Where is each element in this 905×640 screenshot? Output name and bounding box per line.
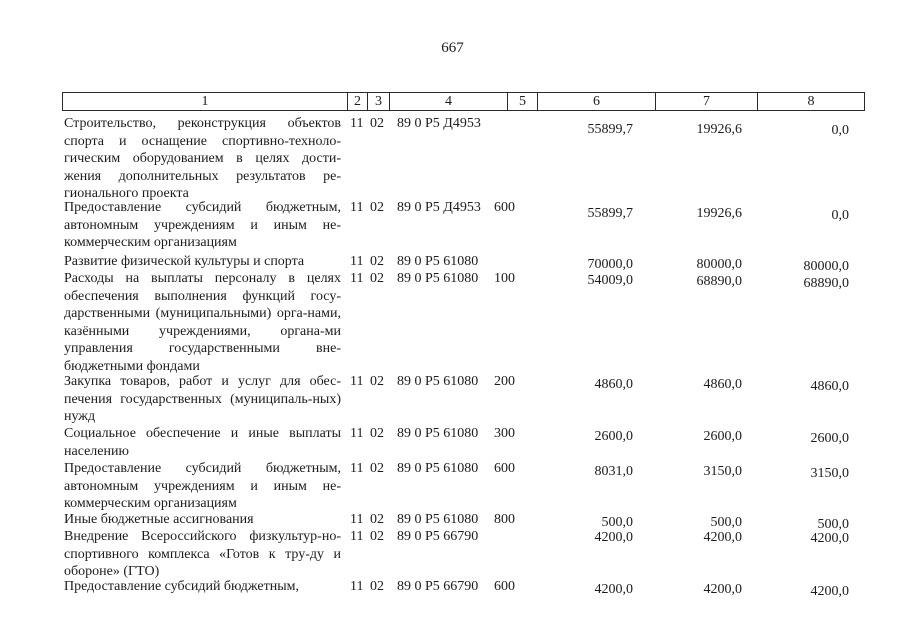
- row-amount-year2: 4200,0: [703, 530, 742, 545]
- row-description: Социальное обеспечение и иные выплаты населению: [64, 426, 341, 459]
- row-subsection: 02: [370, 116, 384, 131]
- table-header-row: [62, 92, 865, 111]
- row-description: Расходы на выплаты персоналу в целях обеспечения выполнения функций госу-дарственными (муниципальными) орга-нами, казёнными учреждениями, органа-ми управления государственными вне-бюджетными фондами: [64, 271, 341, 374]
- row-amount-year3: 2600,0: [810, 431, 849, 446]
- row-section: 11: [350, 579, 364, 594]
- row-subsection: 02: [370, 461, 384, 476]
- row-subsection: 02: [370, 529, 384, 544]
- row-subsection: 02: [370, 200, 384, 215]
- row-target-code: 89 0 P5 61080: [397, 426, 479, 441]
- row-description: Иные бюджетные ассигнования: [64, 512, 254, 527]
- row-section: 11: [350, 426, 364, 441]
- row-target-code: 89 0 P5 66790: [397, 529, 479, 544]
- row-description: Закупка товаров, работ и услуг для обес-печения государственных (муниципаль-ных) нужд: [64, 374, 341, 424]
- row-expense-type: 600: [494, 200, 515, 215]
- row-amount-year1: 70000,0: [587, 257, 633, 272]
- row-target-code: 89 0 P5 Д4953: [397, 200, 481, 215]
- row-amount-year2: 3150,0: [703, 464, 742, 479]
- row-target-code: 89 0 P5 61080: [397, 461, 479, 476]
- row-section: 11: [350, 461, 364, 476]
- row-amount-year1: 8031,0: [594, 464, 633, 479]
- row-amount-year1: 4860,0: [594, 377, 633, 392]
- row-amount-year2: 80000,0: [696, 257, 742, 272]
- header-col-1: 1: [63, 93, 348, 110]
- row-description: Внедрение Всероссийского физкультур-но-спортивного комплекса «Готов к тру-ду и обороне» (ГТО): [64, 529, 341, 579]
- row-subsection: 02: [370, 374, 384, 389]
- row-section: 11: [350, 200, 364, 215]
- row-amount-year1: 2600,0: [594, 429, 633, 444]
- row-target-code: 89 0 P5 66790: [397, 579, 479, 594]
- header-col-7: 7: [656, 93, 758, 110]
- row-amount-year2: 68890,0: [696, 274, 742, 289]
- row-amount-year3: 4200,0: [810, 584, 849, 599]
- row-target-code: 89 0 P5 61080: [397, 271, 479, 286]
- row-target-code: 89 0 P5 61080: [397, 254, 479, 269]
- row-amount-year2: 4200,0: [703, 582, 742, 597]
- row-expense-type: 200: [494, 374, 515, 389]
- row-amount-year3: 3150,0: [810, 466, 849, 481]
- row-expense-type: 300: [494, 426, 515, 441]
- header-col-6: 6: [538, 93, 656, 110]
- row-amount-year3: 0,0: [831, 123, 849, 138]
- row-section: 11: [350, 116, 364, 131]
- row-amount-year1: 4200,0: [594, 582, 633, 597]
- row-expense-type: 800: [494, 512, 515, 527]
- row-description: Развитие физической культуры и спорта: [64, 254, 305, 269]
- row-amount-year3: 80000,0: [803, 259, 849, 274]
- row-amount-year3: 4200,0: [810, 531, 849, 546]
- row-amount-year2: 19926,6: [696, 206, 742, 221]
- row-subsection: 02: [370, 579, 384, 594]
- row-description: Предоставление субсидий бюджетным, автономным учреждениям и иным не-коммерческим организациям: [64, 461, 341, 511]
- row-description: Строительство, реконструкция объектов спорта и оснащение спортивно-техноло-гическим оборудованием в целях дости-жения дополнительных результатов ре-гионального проекта: [64, 116, 341, 201]
- row-amount-year2: 4860,0: [703, 377, 742, 392]
- row-amount-year1: 4200,0: [594, 530, 633, 545]
- row-section: 11: [350, 374, 364, 389]
- row-amount-year3: 68890,0: [803, 276, 849, 291]
- page-number: 667: [441, 40, 464, 56]
- row-description: Предоставление субсидий бюджетным,: [64, 579, 300, 594]
- row-section: 11: [350, 254, 364, 269]
- row-amount-year1: 54009,0: [587, 273, 633, 288]
- row-section: 11: [350, 512, 364, 527]
- header-col-2: 2: [348, 93, 368, 110]
- row-amount-year2: 500,0: [710, 515, 742, 530]
- row-amount-year1: 500,0: [601, 515, 633, 530]
- row-amount-year2: 2600,0: [703, 429, 742, 444]
- row-subsection: 02: [370, 426, 384, 441]
- row-subsection: 02: [370, 512, 384, 527]
- row-expense-type: 600: [494, 579, 515, 594]
- header-col-8: 8: [807, 94, 815, 109]
- row-amount-year1: 55899,7: [587, 122, 633, 137]
- header-col-3: 3: [368, 93, 390, 110]
- row-amount-year3: 500,0: [817, 517, 849, 532]
- row-amount-year3: 4860,0: [810, 379, 849, 394]
- row-subsection: 02: [370, 254, 384, 269]
- row-amount-year3: 0,0: [831, 208, 849, 223]
- row-target-code: 89 0 P5 Д4953: [397, 116, 481, 131]
- header-col-5: 5: [508, 93, 538, 110]
- row-amount-year2: 19926,6: [696, 122, 742, 137]
- row-description: Предоставление субсидий бюджетным, автономным учреждениям и иным не-коммерческим организациям: [64, 200, 341, 250]
- header-col-4: 4: [390, 93, 508, 110]
- row-subsection: 02: [370, 271, 384, 286]
- row-expense-type: 600: [494, 461, 515, 476]
- row-section: 11: [350, 529, 364, 544]
- row-target-code: 89 0 P5 61080: [397, 512, 479, 527]
- row-section: 11: [350, 271, 364, 286]
- row-target-code: 89 0 P5 61080: [397, 374, 479, 389]
- row-expense-type: 100: [494, 271, 515, 286]
- row-amount-year1: 55899,7: [587, 206, 633, 221]
